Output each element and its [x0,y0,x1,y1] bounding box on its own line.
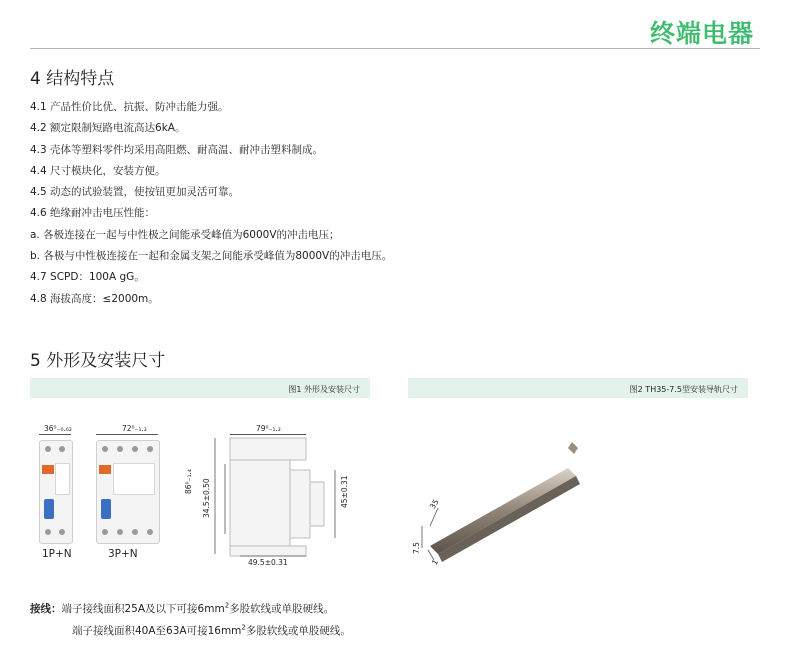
terminal-screw-icon [132,446,138,452]
terminal-screw-icon [117,446,123,452]
terminal-screw-icon [147,446,153,452]
feature-item: 4.2 额定限制短路电流高达6kA。 [30,122,186,135]
figure2-caption: 图2 TH35-7.5型安装导轨尺寸 [629,385,738,394]
dim-1p-width: 36⁰₋₀.₆₂ [44,424,72,433]
toggle-lever [44,499,54,519]
orange-label [99,465,111,474]
wiring-row-1 [30,598,351,620]
dim-line [39,434,71,435]
feature-list [30,97,392,310]
wiring-sup-2: 2 [241,623,246,632]
terminal-screw-icon [147,529,153,535]
feature-item: a. 各极连接在一起与中性极之间能承受峰值为6000V的冲击电压； [30,228,340,241]
dim-total-height: 86⁰₋₁.₄ [184,469,193,494]
device-face [55,463,70,495]
terminal-screw-icon [45,446,51,452]
feature-item: 4.6 绝缘耐冲击电压性能： [30,207,156,220]
terminal-screw-icon [102,446,108,452]
terminal-screw-icon [59,529,65,535]
figure1-panel [30,378,370,580]
dim-rail-width: 35 [428,497,441,511]
toggle-lever [101,499,111,519]
wiring-label: 接线： [30,603,62,615]
dim-side-width: 79⁰₋₁.₂ [256,424,281,433]
din-rail-drawing [408,398,748,580]
wiring-text-1b: 多股软线或单股硬线。 [229,603,335,615]
dim-line [96,434,158,435]
terminal-screw-icon [132,529,138,535]
feature-item: 4.5 动态的试验装置，使按钮更加灵活可靠。 [30,186,240,199]
feature-item: 4.1 产品性价比优、抗振、防冲击能力强。 [30,101,229,113]
dim-3p-width: 72⁰₋₁.₂ [122,424,147,433]
device-1pn [39,440,73,544]
device-face [113,463,155,495]
terminal-screw-icon [117,529,123,535]
terminal-screw-icon [102,529,108,535]
dim-rail-depth: 7.5 [412,542,421,554]
feature-item: 4.4 尺寸模块化，安装方便。 [30,164,166,177]
figure1-area [30,398,370,580]
figure1-caption: 图1 外形及安装尺寸 [288,385,360,394]
brand-title: 终端电器 [649,19,754,48]
dim-mid-height: 34.5±0.50 [202,478,211,518]
dim-right-height: 45±0.31 [340,475,349,508]
dim-rail-thickness: 1 [430,557,441,567]
dim-bottom-width: 49.5±0.31 [248,558,288,567]
terminal-screw-icon [59,446,65,452]
figure2-panel [408,378,748,580]
device-label-1pn: 1P+N [42,548,72,560]
wiring-sup-1: 2 [224,601,230,610]
figure2-area [408,398,748,580]
terminal-screw-icon [45,529,51,535]
device-3pn [96,440,160,544]
section5-title: 5 外形及安装尺寸 [30,351,166,371]
feature-item: 4.8 海拔高度：≤2000m。 [30,292,159,305]
feature-item: 4.7 SCPD：100A gG。 [30,271,145,284]
wiring-notes [30,598,351,642]
section4-title: 4 结构特点 [30,69,115,89]
device-label-3pn: 3P+N [108,548,138,560]
feature-item: b. 各极与中性极连接在一起和金属支架之间能承受峰值为8000V的冲击电压。 [30,250,393,263]
side-view-drawing [190,434,360,564]
orange-label [42,465,54,474]
wiring-text-1a: 端子接线面积25A及以下可接6mm [61,603,225,615]
wiring-row-2 [30,620,351,642]
feature-item: 4.3 壳体等塑料零件均采用高阻燃、耐高温、耐冲击塑料制成。 [30,143,324,156]
wiring-text-2b: 多股软线或单股硬线。 [245,625,351,637]
header-rule [30,48,760,49]
wiring-text-2a: 端子接线面积40A至63A可接16mm [72,625,242,637]
